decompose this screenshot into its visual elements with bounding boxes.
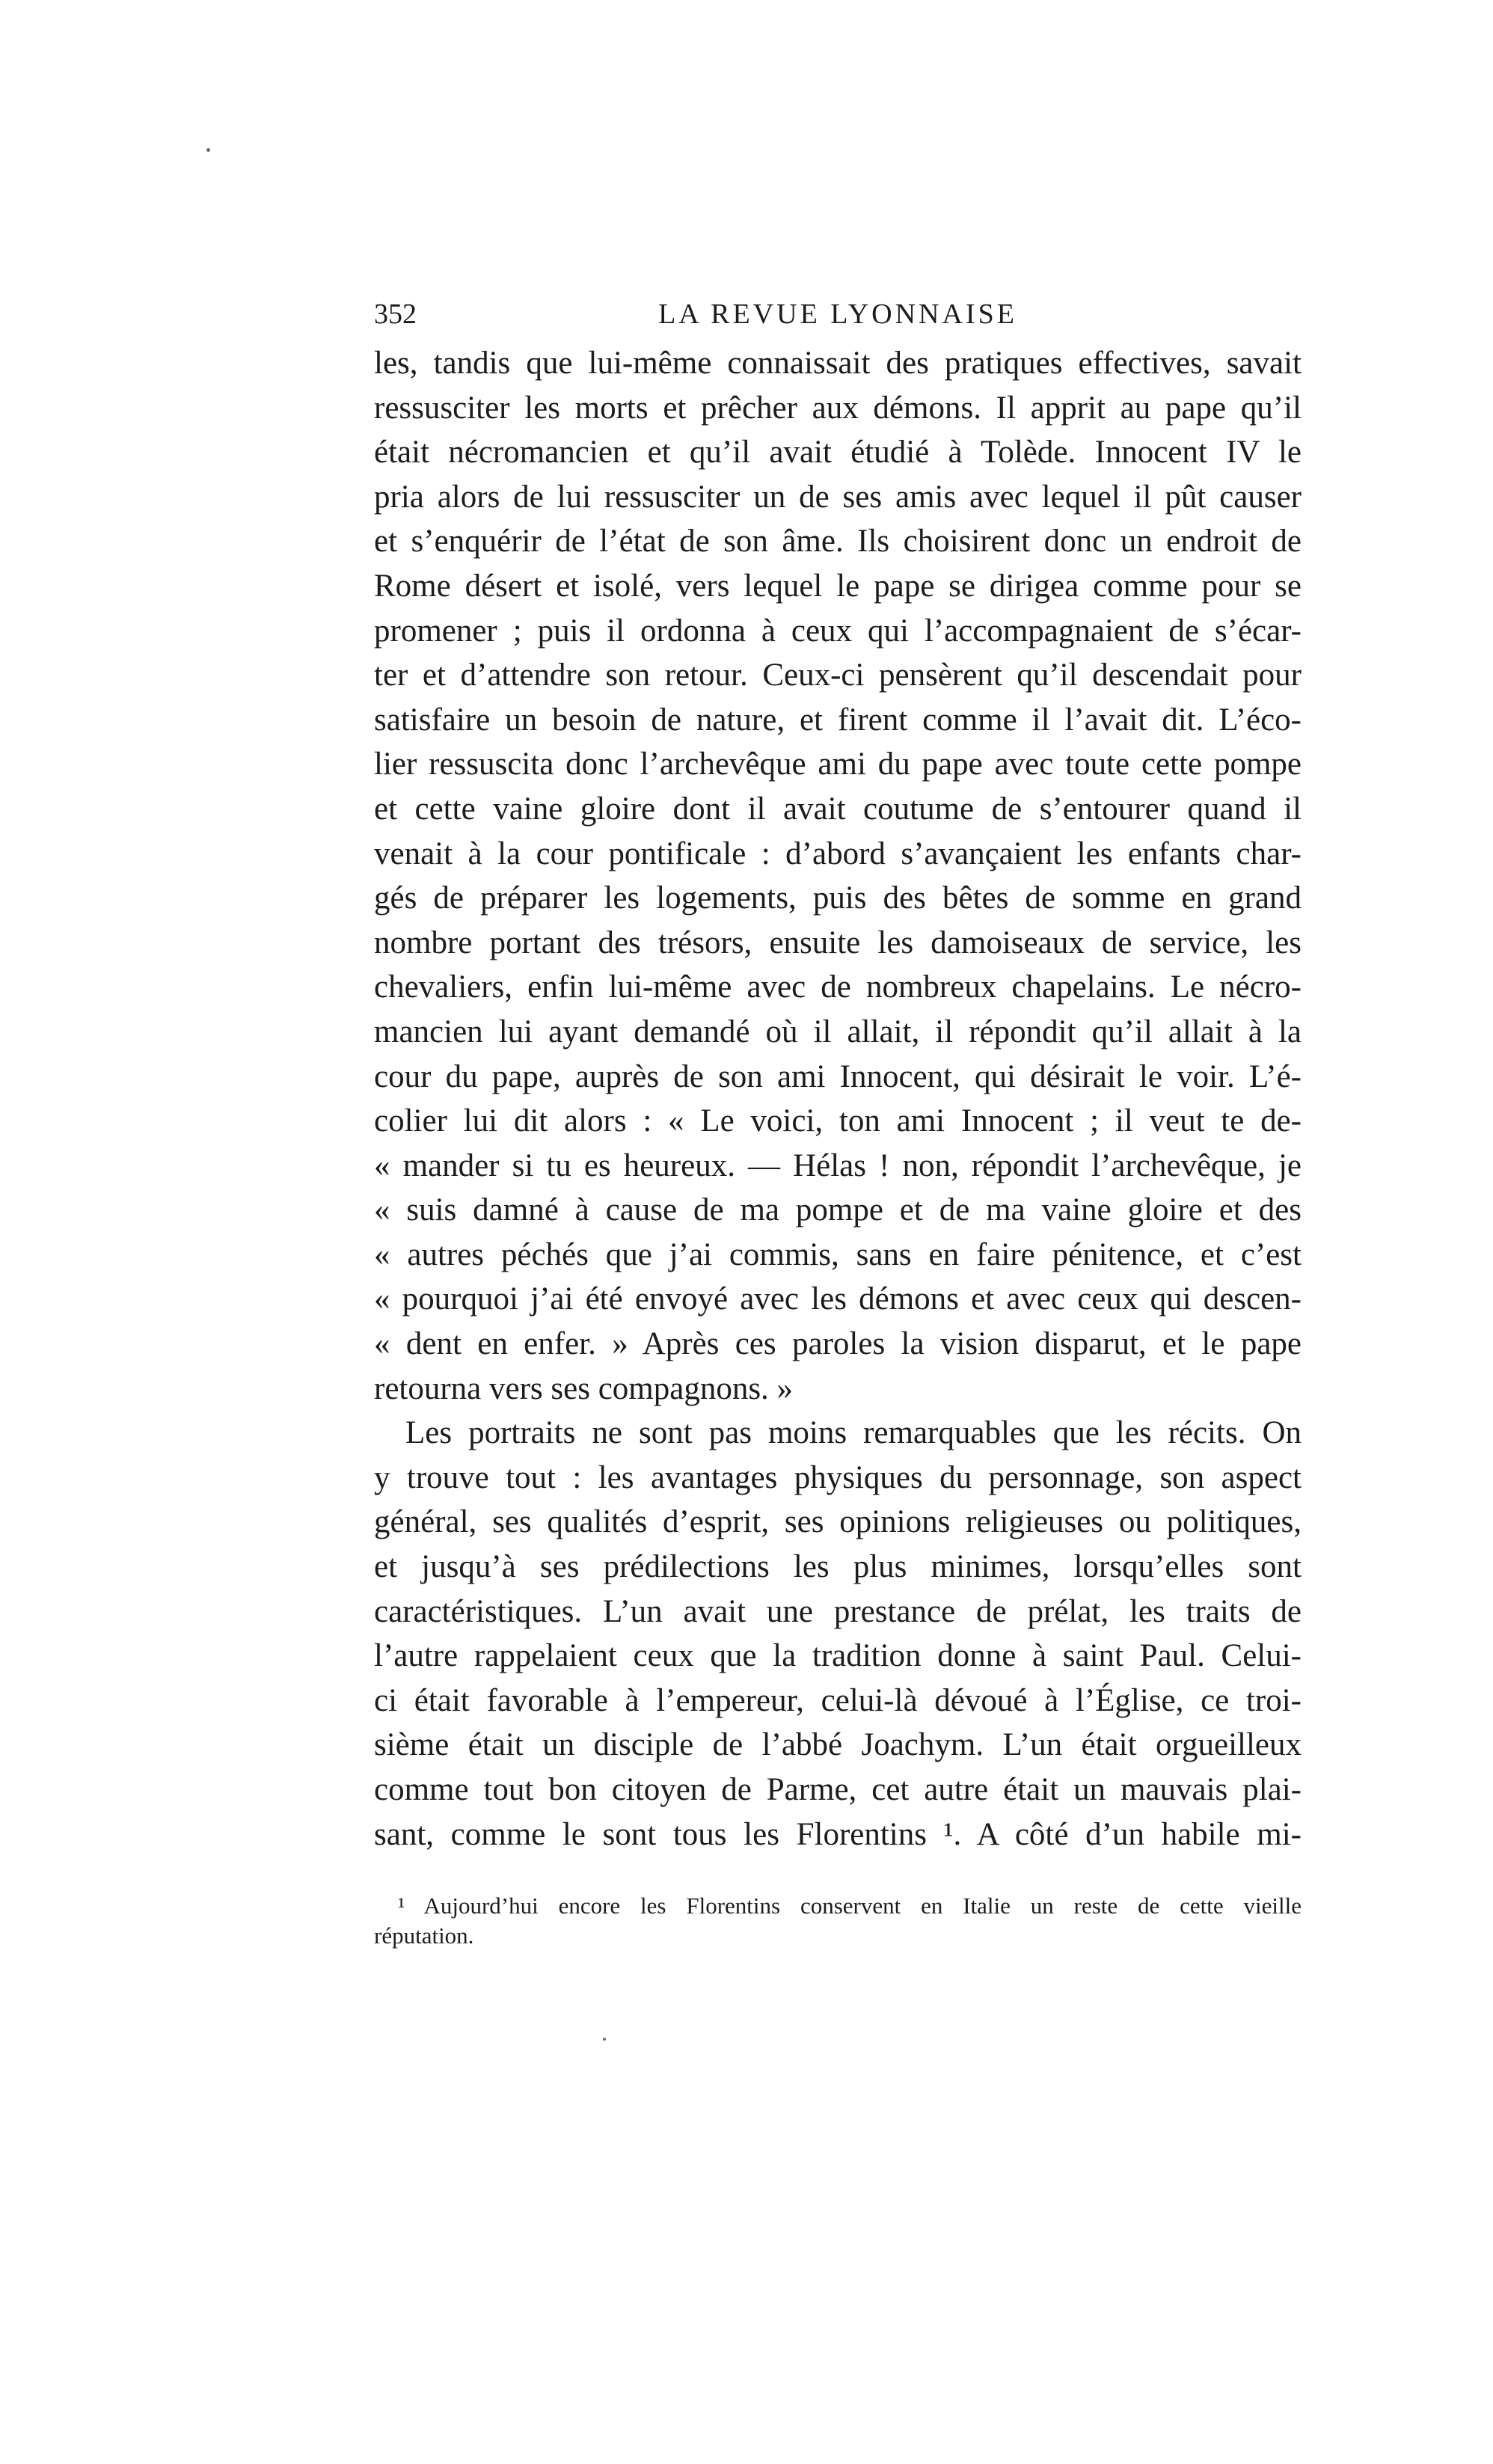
text-line: les, tandis que lui-même connaissait des pratiques effectives, savait [374, 346, 1302, 381]
text-line: général, ses qualités d’esprit, ses opinions religieuses ou politiques, [374, 1504, 1302, 1540]
text-line: y trouve tout : les avantages physiques du personnage, son aspect [374, 1459, 1302, 1495]
text-line: chevaliers, enfin lui-même avec de nombreux chapelains. Le nécro- [374, 969, 1302, 1005]
footnote [374, 1891, 1302, 1951]
paragraph-start-line: Les portraits ne sont pas moins remarquables que les récits. On [405, 1415, 1302, 1451]
text-line: gés de préparer les logements, puis des bêtes de somme en grand [374, 880, 1302, 916]
text-line: cour du pape, auprès de son ami Innocent, qui désirait le voir. L’é- [374, 1058, 1302, 1094]
text-line: ter et d’attendre son retour. Ceux-ci pensèrent qu’il descendait pour [374, 658, 1302, 693]
footnote-line: réputation. [374, 1922, 474, 1949]
text-line: « dent en enfer. » Après ces paroles la vision disparut, et le pape [374, 1326, 1302, 1362]
text-line: et cette vaine gloire dont il avait coutume de s’entourer quand il [374, 791, 1302, 827]
text-line: sième était un disciple de l’abbé Joachym. L’un était orgueilleux [374, 1727, 1302, 1763]
body-text [374, 341, 1302, 1857]
text-line: ressusciter les morts et prêcher aux démons. Il apprit au pape qu’il [374, 390, 1302, 426]
text-line: l’autre rappelaient ceux que la tradition donne à saint Paul. Celui- [374, 1638, 1302, 1674]
text-line: caractéristiques. L’un avait une prestance de prélat, les traits de [374, 1593, 1302, 1629]
text-line: comme tout bon citoyen de Parme, cet autre était un mauvais plai- [374, 1772, 1302, 1807]
text-line: et s’enquérir de l’état de son âme. Ils choisirent donc un endroit de [374, 524, 1302, 560]
text-line: promener ; puis il ordonna à ceux qui l’accompagnaient de s’écar- [374, 613, 1302, 649]
text-line: satisfaire un besoin de nature, et firent comme il l’avait dit. L’éco- [374, 702, 1302, 738]
footnote-line: ¹ Aujourd’hui encore les Florentins conservent en Italie un reste de cette vieille [398, 1893, 1302, 1919]
text-line: colier lui dit alors : « Le voici, ton ami Innocent ; il veut te de- [374, 1103, 1302, 1139]
text-line: « pourquoi j’ai été envoyé avec les démons et avec ceux qui descen- [374, 1281, 1302, 1317]
text-line: « suis damné à cause de ma pompe et de ma vaine gloire et des [374, 1192, 1302, 1228]
text-line: et jusqu’à ses prédilections les plus minimes, lorsqu’elles sont [374, 1549, 1302, 1585]
text-line: était nécromancien et qu’il avait étudié à Tolède. Innocent IV le [374, 435, 1302, 471]
text-line: nombre portant des trésors, ensuite les damoiseaux de service, les [374, 925, 1302, 960]
scan-speck [206, 148, 210, 152]
text-line: ci était favorable à l’empereur, celui-là dévoué à l’Église, ce troi- [374, 1682, 1302, 1718]
text-line: Rome désert et isolé, vers lequel le pape se dirigea comme pour se [374, 568, 1302, 604]
journal-title: LA REVUE LYONNAISE [658, 298, 1017, 330]
scan-speck [603, 2038, 606, 2041]
text-line: « mander si tu es heureux. — Hélas ! non, répondit l’archevêque, je [374, 1147, 1302, 1183]
text-line: sant, comme le sont tous les Florentins ¹. A côté d’un habile mi- [374, 1816, 1302, 1852]
text-line: venait à la cour pontificale : d’abord s’avançaient les enfants char- [374, 836, 1302, 871]
text-line: pria alors de lui ressusciter un de ses amis avec lequel il pût causer [374, 479, 1302, 515]
running-head [374, 293, 1302, 335]
paragraph-end-line: retourna vers ses compagnons. » [374, 1370, 794, 1406]
text-line: mancien lui ayant demandé où il allait, il répondit qu’il allait à la [374, 1014, 1302, 1049]
text-line: lier ressuscita donc l’archevêque ami du pape avec toute cette pompe [374, 747, 1302, 782]
text-line: « autres péchés que j’ai commis, sans en faire pénitence, et c’est [374, 1236, 1302, 1272]
page-number: 352 [374, 298, 417, 330]
